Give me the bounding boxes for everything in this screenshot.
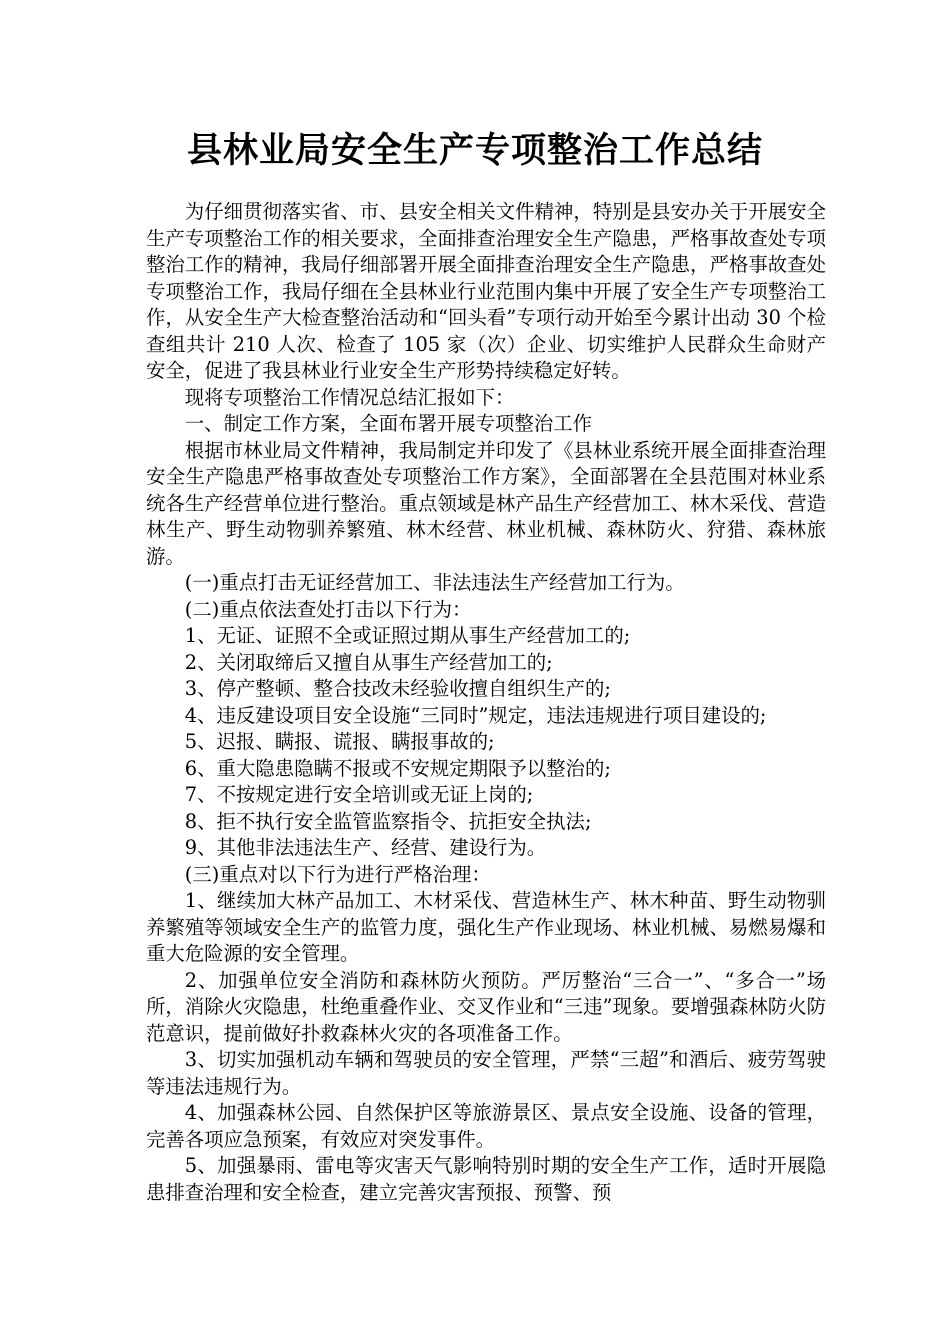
list-item: 1、继续加大林产品加工、木材采伐、营造林生产、林木种苗、野生动物驯养繁殖等领域安全生产的监管力度，强化生产作业现场、林业机械、易燃易爆和重大危险源的安全管理。 [146,889,826,965]
list-item: 5、迟报、瞒报、谎报、瞒报事故的; [184,730,495,753]
document-body [146,199,826,1206]
list-item: 5、加强暴雨、雷电等灾害天气影响特别时期的安全生产工作，适时开展隐患排查治理和安全检查，建立完善灾害预报、预警、预 [146,1154,826,1204]
list-item: 2、加强单位安全消防和森林防火预防。严厉整治“三合一”、“多合一”场所，消除火灾隐患，杜绝重叠作业、交叉作业和“三违”现象。要增强森林防火防范意识，提前做好扑救森林火灾的各项准备工作。 [146,968,826,1045]
list-item: 3、切实加强机动车辆和驾驶员的安全管理，严禁“三超”和酒后、疲劳驾驶等违法违规行为。 [146,1048,826,1098]
section-heading: 一、制定工作方案，全面布署开展专项整治工作 [184,412,592,435]
list-item: 4、违反建设项目安全设施“三同时”规定，违法违规进行项目建设的; [184,703,767,727]
list-item: 9、其他非法违法生产、经营、建设行为。 [184,836,547,859]
list-item: 1、无证、证照不全或证照过期从事生产经营加工的; [184,624,631,647]
list-item: 3、停产整顿、整合技改未经验收擅自组织生产的; [184,677,611,700]
subsection-heading: (一)重点打击无证经营加工、非法违法生产经营加工行为。 [184,571,685,594]
document-title: 县林业局安全生产专项整治工作总结 [186,131,763,171]
paragraph: 现将专项整治工作情况总结汇报如下： [184,385,515,409]
paragraph: 为仔细贯彻落实省、市、县安全相关文件精神，特别是县安办关于开展安全生产专项整治工作的相关要求，全面排查治理安全生产隐患，严格事故查处专项整治工作的精神，我局仔细部署开展全面排查治理安全生产隐患，严格事故查处专项整治工作，我局仔细在全县林业行业范围内集中开展了安全生产专项整治工作，从安全生产大检查整治活动和“回头看”专项行动开始至今累计出动 30 个检查组共计 210 人次、检查了 105 家（次）企业、切实维护人民群众生命财产安全，促进了我县林业行业安全生产形势持续稳定好转。 [146,200,826,382]
list-item: 2、关闭取缔后又擅自从事生产经营加工的; [184,650,553,674]
list-item: 7、不按规定进行安全培训或无证上岗的; [184,783,534,806]
paragraph: 根据市林业局文件精神，我局制定并印发了《县林业系统开展全面排查治理安全生产隐患严格事故查处专项整治工作方案》，全面部署在全县范围对林业系统各生产经营单位进行整治。重点领域是林产品生产经营加工、林木采伐、营造林生产、野生动物驯养繁殖、林木经营、林业机械、森林防火、狩猎、森林旅游。 [146,438,826,568]
list-item: 6、重大隐患隐瞒不报或不安规定期限予以整治的; [184,756,611,780]
list-item: 8、拒不执行安全监管监察指令、抗拒安全执法; [184,809,592,833]
subsection-heading: (三)重点对以下行为进行严格治理： [184,862,491,886]
list-item: 4、加强森林公园、自然保护区等旅游景区、景点安全设施、设备的管理，完善各项应急预案，有效应对突发事件。 [146,1101,826,1151]
subsection-heading: (二)重点依法查处打击以下行为： [184,597,472,621]
